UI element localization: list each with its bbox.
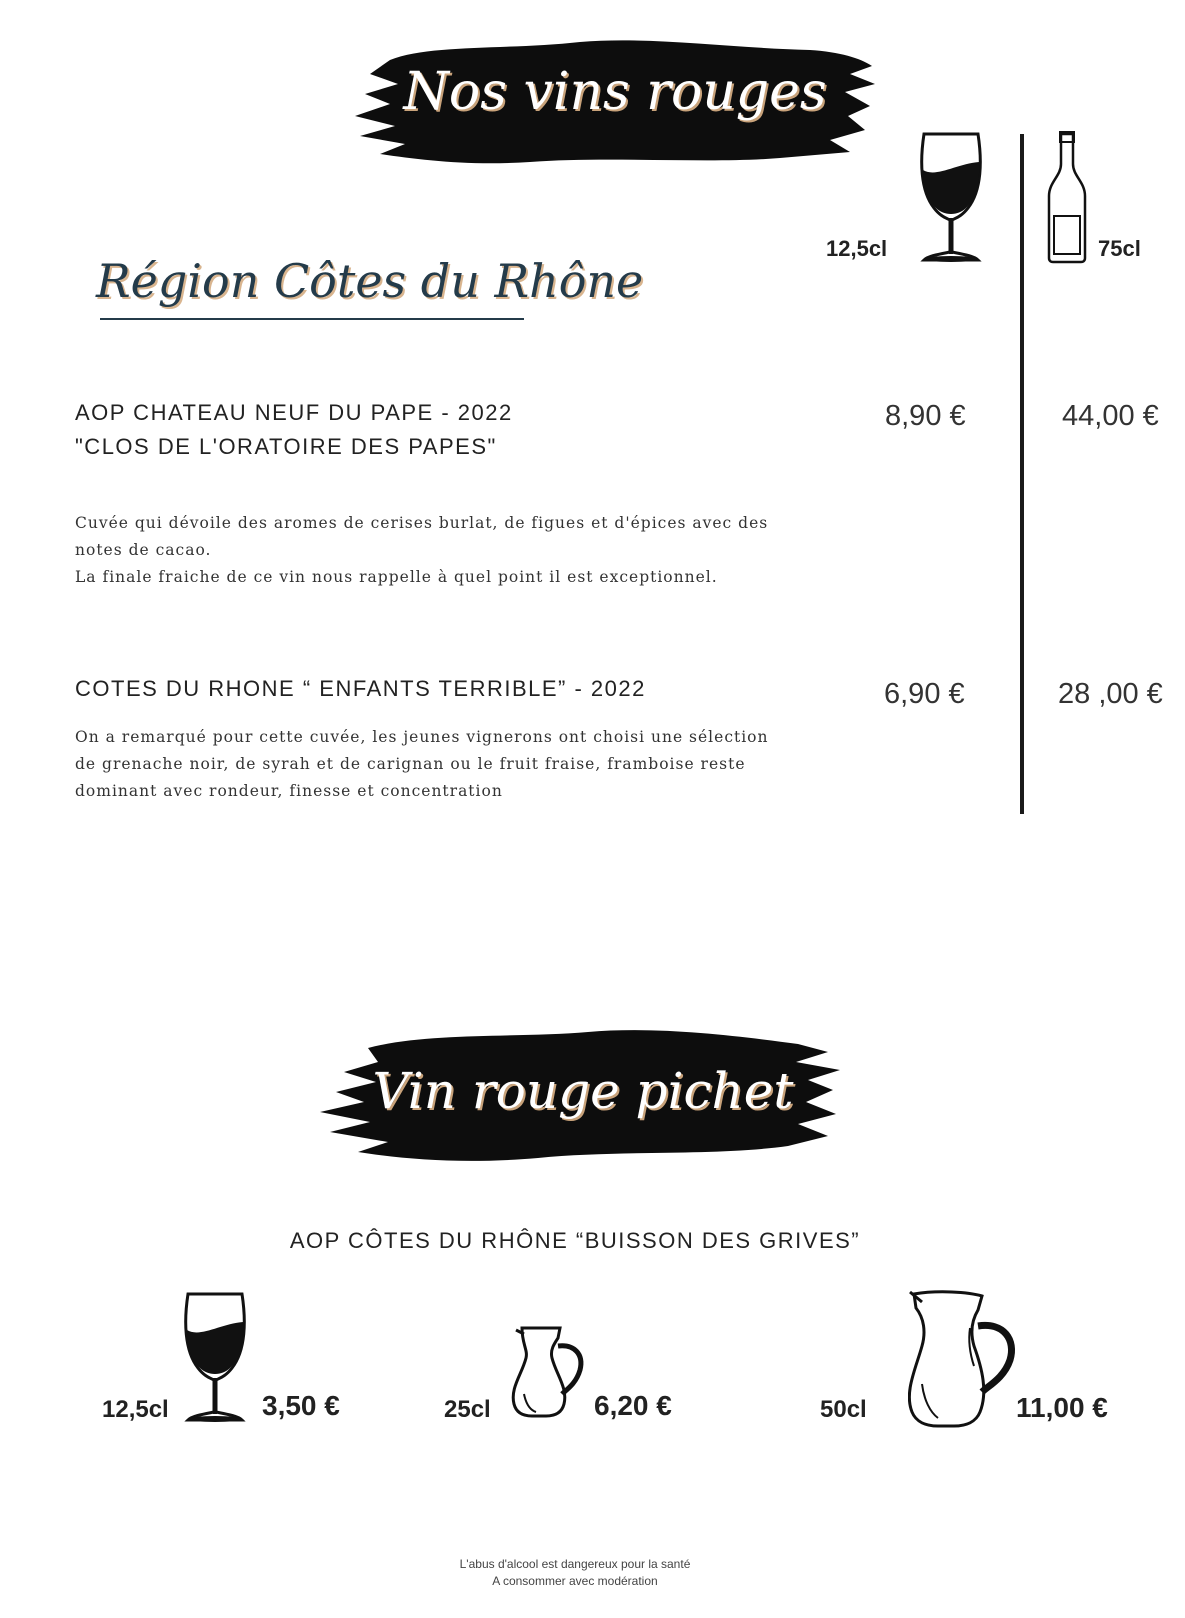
pichet-option-2-size: 25cl — [444, 1396, 491, 1423]
title-banner — [350, 32, 880, 172]
page-title: Nos vins rouges — [403, 62, 827, 122]
bottle-size-header: 75cl — [1098, 236, 1141, 261]
wine-1-description — [75, 510, 795, 591]
health-warning-line1: L'abus d'alcool est dangereux pour la santé — [459, 1557, 691, 1571]
health-warning-line2: A consommer avec modération — [492, 1574, 658, 1588]
large-pitcher-icon — [908, 1288, 1016, 1434]
wine-2-desc-line1: On a remarqué pour cette cuvée, les jeunes vignerons ont choisi une sélection — [75, 728, 769, 746]
pichet-title: Vin rouge pichet — [372, 1062, 794, 1120]
wine-glass-icon — [180, 1290, 250, 1426]
wine-1-desc-line2: notes de cacao. — [75, 541, 212, 559]
wine-2-name — [75, 672, 646, 706]
pichet-option-1-size: 12,5cl — [102, 1396, 169, 1423]
wine-2-name-line1: COTES DU RHONE “ ENFANTS TERRIBLE” - 2022 — [75, 676, 646, 701]
wine-1-glass-price: 8,90 € — [885, 400, 966, 432]
column-divider — [1020, 134, 1024, 814]
small-pitcher-icon — [510, 1324, 586, 1424]
wine-1-desc-line1: Cuvée qui dévoile des aromes de cerises burlat, de figues et d'épices avec des — [75, 514, 769, 532]
wine-2-bottle-price: 28 ,00 € — [1058, 678, 1163, 710]
wine-1-bottle-price: 44,00 € — [1062, 400, 1159, 432]
wine-glass-icon — [916, 130, 986, 266]
health-warning — [0, 1556, 1150, 1590]
region-title: Région Côtes du Rhône — [96, 254, 644, 308]
bottle-icon — [1045, 130, 1089, 270]
wine-2-glass-price: 6,90 € — [884, 678, 965, 710]
pichet-title-banner — [318, 1024, 848, 1174]
wine-1-desc-line3: La finale fraiche de ce vin nous rappelle à quel point il est exceptionnel. — [75, 568, 718, 586]
wine-2-desc-line2: de grenache noir, de syrah et de carignan ou le fruit fraise, framboise reste — [75, 755, 746, 773]
pichet-option-3-size: 50cl — [820, 1396, 867, 1423]
pichet-option-1-price: 3,50 € — [262, 1390, 340, 1421]
wine-1-name — [75, 396, 513, 464]
wine-1-name-line1: AOP CHATEAU NEUF DU PAPE - 2022 — [75, 400, 513, 425]
glass-size-header: 12,5cl — [826, 236, 888, 261]
pichet-wine-name: AOP CÔTES DU RHÔNE “BUISSON DES GRIVES” — [289, 1228, 861, 1253]
pichet-option-3-price: 11,00 € — [1016, 1392, 1108, 1423]
wine-2-desc-line3: dominant avec rondeur, finesse et concentration — [75, 782, 503, 800]
wine-1-name-line2: "CLOS DE L'ORATOIRE DES PAPES" — [75, 434, 497, 459]
region-underline — [100, 318, 524, 320]
wine-2-description — [75, 724, 795, 805]
pichet-option-2-price: 6,20 € — [594, 1390, 672, 1421]
